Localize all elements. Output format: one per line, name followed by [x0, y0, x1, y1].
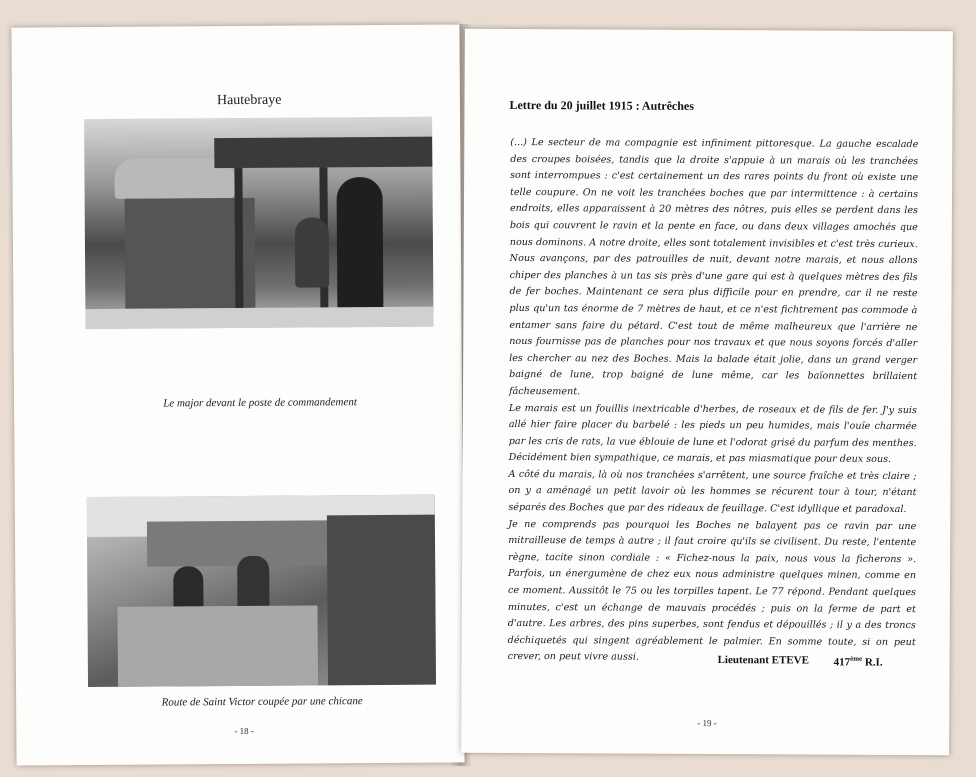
regiment-ordinal: ème: [850, 654, 863, 663]
letter-signature: Lieutenant ETEVE: [717, 654, 810, 667]
photo-bushes: [327, 515, 436, 686]
letter-paragraph: (...) Le secteur de ma compagnie est infiniment pittoresque. La gauche escalade des croupes boisées, tandis que la droite s'appuie à un marais où les tranchées sont interrompues : c'est certainement un des rares points du front où existe une telle coupure. On ne voit les tranchées boches que par intermittence : à certains endroits, elles apparaissent à 20 mètres des nôtres, puis elles se perdent dans les bois qui couvrent le ravin et la pente en face, ou dans deux villages amochés que nous dominons. A notre droite, elles sont totalement invisibles et c'est très curieux. Nous avançons, par des patrouilles de nuit, devant notre marais, et nous allons chiper des planches à un tas sis près d'une gare qui est à quelques mètres des fils de fer boches. Maintenant ce sera plus difficile pour en prendre, car il ne reste plus qu'un tas énorme de 7 mètres de haut, et ce n'est fichtrement pas commode à entamer sans faire du pétard. C'est tout de même malheureux que l'arrière ne nous fournisse pas de planches pour nos travaux et que nous soyons forcés d'aller les chercher au nez des Boches. Mais la balade était jolie, dans un grand verger baigné de lune, trop baigné de lune même, car les baïonnettes brillaient fâcheusement.: [508, 136, 919, 398]
photo-2-caption: Route de Saint Victor coupée par une chicane: [161, 695, 363, 709]
photo-post-left: [234, 168, 243, 318]
regiment: [834, 655, 883, 669]
photo-figure-major: [336, 177, 383, 317]
page-number-right: - 19 -: [697, 717, 717, 729]
letter-title: Lettre du 20 juillet 1915 : Autrêches: [509, 97, 694, 113]
letter-paragraph: A côté du marais, là où nos tranchées s'arrêtent, une source fraîche et très claire ; on y a aménagé un petit lavoir où les hommes se récurent tour à tour, n'étant séparés des Boches que par des rideaux de feuillage. C'est idyllique et paradoxal.: [508, 468, 917, 516]
page-number-left: - 18 -: [234, 725, 254, 737]
photo-1-caption: Le major devant le poste de commandement: [163, 396, 357, 410]
photo-trench: [117, 605, 318, 686]
letter-paragraph: Le marais est un fouillis inextricable d'herbes, de roseaux et de fils de fer. J'y suis allé hier faire placer du barbelé : les pieds un peu humides, mais l'ouïe charmée par les cris de rats, la vue éblouie de lune et l'odorat grisé du parfum des menthes. Décidément bien sympathique, ce marais, et pas miasmatique pour deux sous.: [508, 402, 917, 466]
photo-figure-seated: [295, 217, 329, 287]
photo-shelter-roof: [214, 137, 432, 169]
letter-body: [508, 135, 919, 668]
right-page: [461, 29, 953, 756]
running-head: Hautebraye: [216, 92, 282, 109]
photo-saint-victor-road: [87, 495, 436, 687]
photo-command-post: [84, 117, 433, 329]
left-page: [11, 24, 464, 765]
letter-paragraph: Je ne comprends pas pourquoi les Boches ne balayent pas ce ravin par une mitrailleuse de temps à autre ; il faut croire qu'ils se civilisent. Du reste, l'entente règne, tacite sinon cordiale : « Fichez-nous la paix, nous vous la ficherons ». Parfois, un énergumène de chez eux nous administre quelques minen, comme en ce moment. Aussitôt le 75 ou les torpilles tapent. Le 77 répond. Pendant quelques minutes, c'est un échange de mauvais procédés ; puis on la ferme de part et d'autre. Les arbres, des pins superbes, sont fendus et dépouillés ; il y a des troncs déchiquetés qui singent agréablement le palmier. En somme toute, si on peut crever, on peut vivre aussi.: [507, 518, 917, 664]
photo-ground: [85, 307, 433, 329]
regiment-number: 417: [833, 656, 851, 669]
regiment-unit: R.I.: [864, 656, 883, 669]
